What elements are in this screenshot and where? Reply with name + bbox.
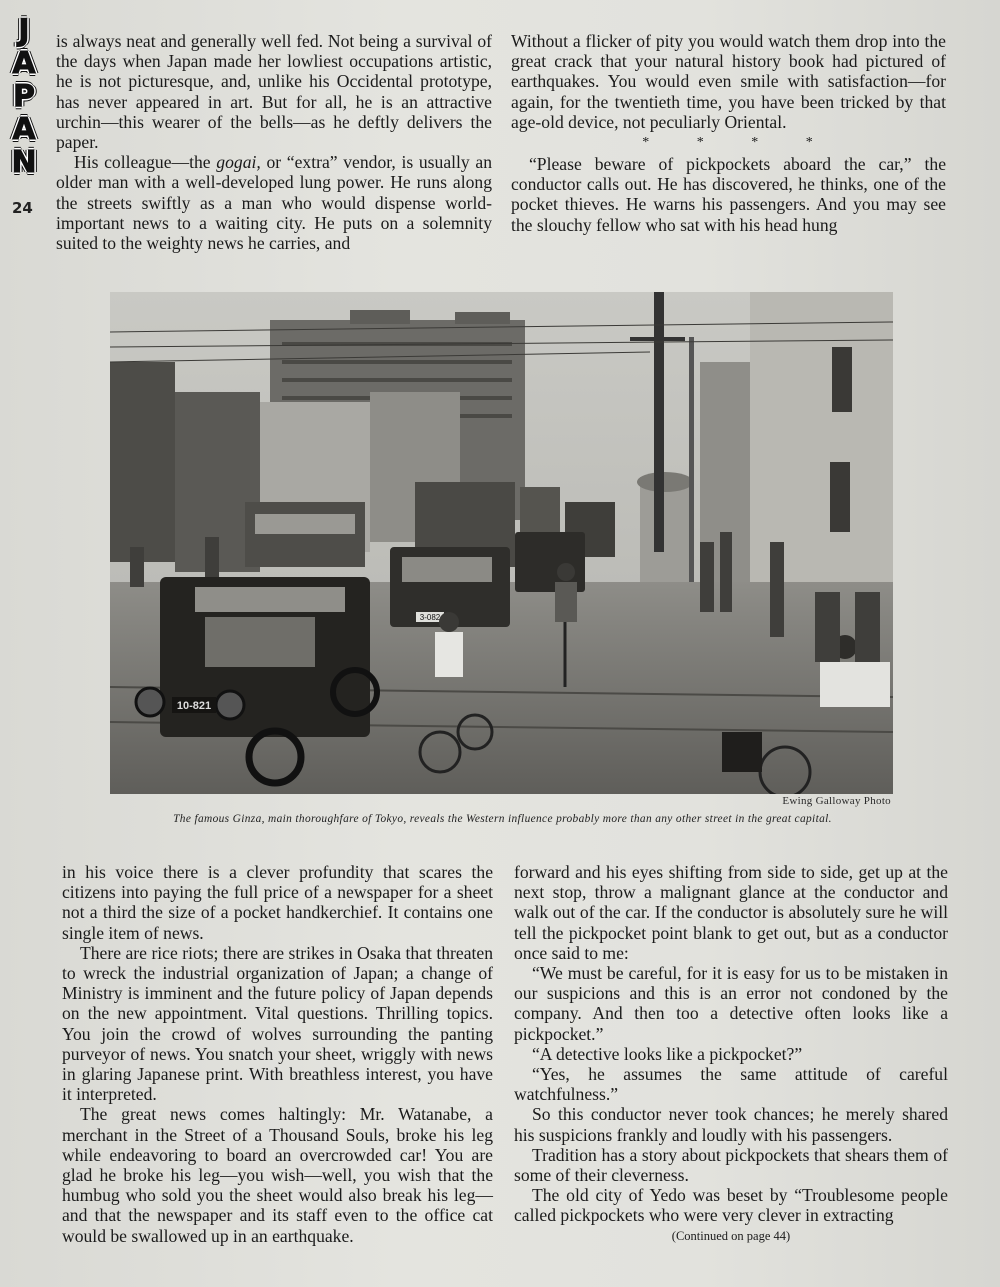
- paragraph: is always neat and generally well fed. Not being a survival of the days when Japan made her lowliest occupations artistic, he is not picturesque, and, unlike his Occidental prototype, has never appeared in art. But for all, he is an attractive urchin—this wearer of the bells—as he deftly delivers the paper.: [56, 31, 492, 153]
- paragraph: “A detective looks like a pickpocket?”: [532, 1043, 803, 1064]
- paragraph: [56, 152, 492, 253]
- italic-term: gogai,: [216, 152, 261, 173]
- paragraph: The old city of Yedo was beset by “Troublesome people called pickpockets who were very clever in extracting: [514, 1185, 948, 1226]
- car-roof: [195, 587, 345, 612]
- paragraph: “Please beware of pickpockets aboard the car,” the conductor calls out. He has discovered, he thinks, one of the pocket thieves. He warns his passengers. And you may see the slouchy fellow who sat with his head hung: [511, 154, 946, 235]
- title-letter: A: [12, 112, 36, 147]
- left-building: [110, 362, 175, 562]
- headlight: [216, 691, 244, 719]
- title-letter: P: [13, 79, 35, 114]
- column-top-right: [511, 31, 946, 235]
- column-bottom-left: [62, 862, 493, 1246]
- building-roof: [455, 312, 510, 324]
- section-separator: * * * *: [642, 135, 835, 151]
- pole-crossbar: [630, 337, 685, 341]
- photo-credit: Ewing Galloway Photo: [782, 795, 891, 807]
- title-letter: J: [18, 13, 30, 48]
- paragraph: forward and his eyes shifting from side to side, get up at the next stop, throw a malignant glance at the conductor and walk out of the car. If the conductor is absolutely sure he will tell the pickpocket point blank to get out, but as a conductor once said to me:: [514, 862, 948, 963]
- paragraph: So this conductor never took chances; he merely shared his suspicions frankly and loudly with his passengers.: [514, 1104, 948, 1145]
- utility-pole: [689, 337, 694, 617]
- paragraph: Without a flicker of pity you would watch them drop into the great crack that your natural history book had pictured of earthquakes. You would even smile with satisfaction—for again, for the twentieth time, you have been tricked by that age-old device, not peculiarly Oriental.: [511, 31, 946, 132]
- bus-windows: [255, 514, 355, 534]
- text-run: or “extra” vendor, is usually an older man with a well-developed lung power. He runs along the streets swiftly as a man who would dispense world-important news to a waiting city. He puts on a solemnity suited to the weighty news he carries, and: [56, 152, 492, 254]
- continued-notice[interactable]: (Continued on page 44): [671, 1229, 791, 1243]
- windshield: [402, 557, 492, 582]
- column-top-left: [56, 31, 492, 253]
- paragraph: The great news comes haltingly: Mr. Watanabe, a merchant in the Street of a Thousand Souls, broke his leg while endeavoring to board an overcrowded car! You are glad he broke his leg—you wish—well, you wish that the humbug who sold you the sheet would also break his leg—and that the newspaper and its staff even to the office cat would be swallowed up in an earthquake.: [62, 1104, 493, 1246]
- paragraph: “Yes, he assumes the same attitude of careful watchfulness.”: [514, 1064, 948, 1105]
- page-number: 24: [12, 199, 33, 217]
- column-bottom-right: [514, 862, 948, 1226]
- vertical-magazine-title: [6, 14, 42, 179]
- headlight: [136, 688, 164, 716]
- title-letter: A: [12, 46, 36, 81]
- window: [832, 347, 852, 412]
- kiosk: [640, 477, 690, 587]
- paragraph: in his voice there is a clever profundity that scares the citizens into paying the full price of a newspaper for a sheet not a third the size of a pocket handkerchief. It contains one single item of news.: [62, 862, 493, 943]
- kiosk-dome: [637, 472, 693, 492]
- text-run: His colleague—the: [74, 152, 217, 173]
- window: [830, 462, 850, 532]
- license-plate-text: 3-082: [419, 613, 441, 622]
- windshield: [205, 617, 315, 667]
- paragraph: There are rice riots; there are strikes in Osaka that threaten to wreck the industrial organization of Japan; a change of Ministry is imminent and the future policy of Japan depends on the new appointment. Vital questions. Thrilling topics. You join the crowd of wolves surrounding the panting purveyor of news. You snatch your sheet, wriggly with news in glaring Japanese print. With breathless interest, you have it interpreted.: [62, 942, 493, 1105]
- photo-illustration: [110, 292, 893, 794]
- building-roof: [350, 310, 410, 324]
- title-letter: N: [11, 145, 37, 180]
- photo-caption: The famous Ginza, main thoroughfare of Tokyo, reveals the Western influence probably more than any other street in the great capital.: [173, 813, 832, 825]
- paragraph: “We must be careful, for it is easy for us to be mistaken in our suspicions and this is an error not condoned by the company. And then too a detective often looks like a pickpocket.”: [514, 963, 948, 1044]
- paragraph: Tradition has a story about pickpockets that shears them of some of their cleverness.: [514, 1144, 948, 1186]
- ginza-street-photo: [110, 292, 893, 794]
- license-plate-text: 10-821: [176, 700, 212, 712]
- bus: [245, 502, 365, 567]
- utility-pole: [654, 292, 664, 552]
